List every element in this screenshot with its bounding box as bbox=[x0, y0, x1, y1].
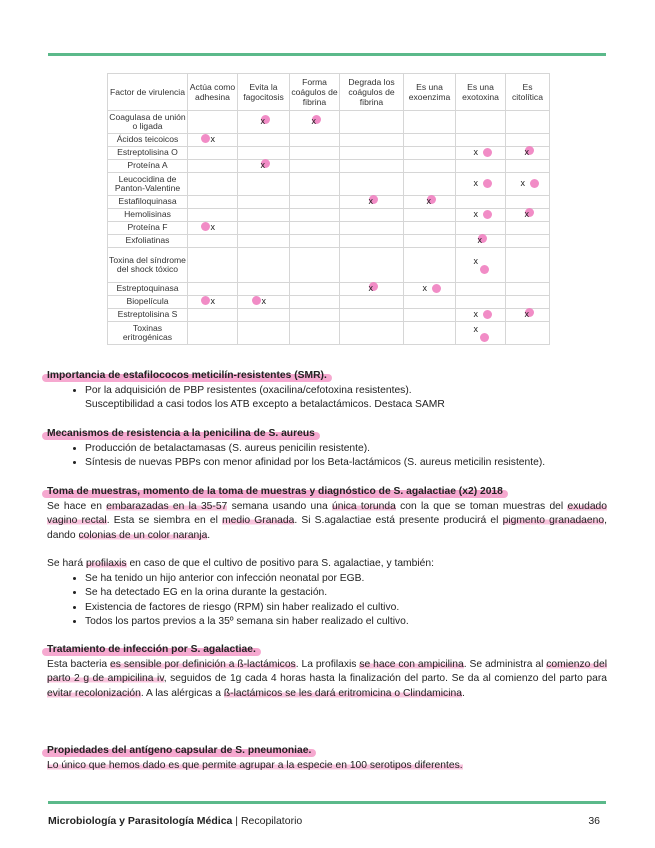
table-cell bbox=[290, 196, 340, 209]
list-item: • Producción de betalactamasas (S. aureus penicilin resistente). bbox=[85, 442, 607, 457]
check-mark bbox=[475, 235, 487, 245]
table-header-cell: Es una exoenzima bbox=[404, 74, 456, 111]
table-cell bbox=[188, 173, 238, 196]
table-cell bbox=[290, 296, 340, 309]
table-cell bbox=[340, 160, 404, 173]
table-cell bbox=[340, 248, 404, 283]
table-header-cell: Factor de virulencia bbox=[108, 74, 188, 111]
table-header-cell: Evita la fagocitosis bbox=[238, 74, 290, 111]
highlight-dot bbox=[432, 284, 441, 293]
check-mark bbox=[522, 178, 534, 188]
paragraph: Se hará profilaxis en caso de que el cultivo de positivo para S. agalactiae, y también: bbox=[47, 558, 434, 569]
table-cell bbox=[238, 248, 290, 283]
table-cell bbox=[506, 209, 550, 222]
table-cell bbox=[404, 111, 456, 134]
table-cell bbox=[506, 322, 550, 345]
check-mark bbox=[258, 116, 270, 126]
section-smr bbox=[47, 369, 607, 413]
table-cell bbox=[506, 196, 550, 209]
x-mark: x bbox=[473, 178, 478, 188]
check-mark bbox=[207, 222, 219, 232]
x-mark: x bbox=[260, 160, 265, 170]
table-cell bbox=[340, 283, 404, 296]
x-mark: x bbox=[210, 134, 215, 144]
table-cell bbox=[290, 160, 340, 173]
table-cell bbox=[238, 209, 290, 222]
section-heading: Propiedades del antígeno capsular de S. pneumoniae. bbox=[47, 744, 311, 759]
table-cell bbox=[456, 111, 506, 134]
table-cell bbox=[456, 209, 506, 222]
table-cell bbox=[188, 147, 238, 160]
table-cell bbox=[238, 322, 290, 345]
table-cell bbox=[456, 196, 506, 209]
highlight-dot bbox=[530, 179, 539, 188]
x-mark: x bbox=[210, 296, 215, 306]
table-row bbox=[108, 111, 550, 134]
footer-subtitle: Recopilatorio bbox=[240, 815, 303, 827]
table-cell bbox=[404, 173, 456, 196]
table-cell bbox=[340, 147, 404, 160]
table-cell bbox=[188, 134, 238, 147]
factor-name: Toxina del síndrome del shock tóxico bbox=[108, 248, 188, 283]
check-mark bbox=[366, 196, 378, 206]
section-heading: Importancia de estafilococos meticilín-resistentes (SMR). bbox=[47, 369, 327, 384]
table-cell bbox=[456, 160, 506, 173]
x-mark: x bbox=[520, 178, 525, 188]
bullet-list bbox=[47, 384, 607, 413]
table-row bbox=[108, 209, 550, 222]
table-header-row bbox=[108, 74, 550, 111]
x-mark: x bbox=[473, 147, 478, 157]
x-mark: x bbox=[477, 235, 482, 245]
table-cell bbox=[340, 235, 404, 248]
table-cell bbox=[404, 147, 456, 160]
check-mark bbox=[475, 209, 487, 219]
page-number: 36 bbox=[588, 815, 600, 827]
check-mark bbox=[309, 116, 321, 126]
table-row bbox=[108, 173, 550, 196]
footer-title: Microbiología y Parasitología Médica bbox=[48, 815, 233, 827]
x-mark: x bbox=[473, 209, 478, 219]
table-cell bbox=[506, 309, 550, 322]
table-header-cell: Es una exotoxina bbox=[456, 74, 506, 111]
table-cell bbox=[506, 111, 550, 134]
factor-name: Estafiloquinasa bbox=[108, 196, 188, 209]
table-cell bbox=[340, 309, 404, 322]
bullet-list bbox=[47, 572, 607, 630]
table-row bbox=[108, 196, 550, 209]
table-cell bbox=[290, 222, 340, 235]
table-row bbox=[108, 235, 550, 248]
bottom-rule bbox=[48, 801, 606, 804]
table-cell bbox=[188, 196, 238, 209]
x-mark: x bbox=[524, 209, 529, 219]
table-cell bbox=[238, 134, 290, 147]
paragraph: Esta bacteria es sensible por definición a ß-lactámicos. La profilaxis se hace con ampicilina. Se administra al comienzo del parto 2 g de ampicilina iv, seguidos de 1g cada 4 horas hasta la finalización del parto. Se da al comienzo del parto para evitar recolonización. A las alérgicas a ß-lactámicos se les dará eritromicina o Clindamicina. bbox=[47, 658, 607, 699]
table-cell bbox=[506, 235, 550, 248]
table-cell bbox=[506, 248, 550, 283]
highlight-dot bbox=[483, 148, 492, 157]
table-cell bbox=[506, 134, 550, 147]
x-mark: x bbox=[524, 147, 529, 157]
table-cell bbox=[506, 222, 550, 235]
table-cell bbox=[238, 222, 290, 235]
table-cell bbox=[188, 248, 238, 283]
table-cell bbox=[290, 322, 340, 345]
table-row bbox=[108, 322, 550, 345]
table-header-cell: Forma coágulos de fibrina bbox=[290, 74, 340, 111]
factor-name: Toxinas eritrogénicas bbox=[108, 322, 188, 345]
table-cell bbox=[456, 283, 506, 296]
table-cell bbox=[456, 173, 506, 196]
table-cell bbox=[290, 209, 340, 222]
check-mark bbox=[207, 296, 219, 306]
factor-name: Proteína F bbox=[108, 222, 188, 235]
highlight-dot bbox=[483, 310, 492, 319]
table-cell bbox=[340, 296, 404, 309]
check-mark bbox=[258, 296, 270, 306]
top-rule bbox=[48, 53, 606, 56]
table-row bbox=[108, 134, 550, 147]
factor-name: Ácidos teicoicos bbox=[108, 134, 188, 147]
check-mark bbox=[473, 324, 487, 337]
page-footer: Microbiología y Parasitología Médica | Recopilatorio 36 bbox=[48, 815, 600, 827]
table-cell bbox=[290, 248, 340, 283]
check-mark bbox=[258, 160, 270, 170]
highlight-dot bbox=[201, 296, 210, 305]
x-mark: x bbox=[260, 116, 265, 126]
highlight-dot bbox=[480, 333, 489, 342]
section-sampling bbox=[47, 485, 607, 630]
factor-name: Proteína A bbox=[108, 160, 188, 173]
x-mark: x bbox=[210, 222, 215, 232]
table-cell bbox=[340, 196, 404, 209]
table-cell bbox=[404, 209, 456, 222]
table-cell bbox=[238, 283, 290, 296]
table-cell bbox=[506, 160, 550, 173]
table-header-cell: Actúa como adhesina bbox=[188, 74, 238, 111]
table-row bbox=[108, 296, 550, 309]
list-item: • Todos los partos previos a la 35º semana sin haber realizado el cultivo. bbox=[85, 615, 607, 630]
table-cell bbox=[404, 222, 456, 235]
table-cell bbox=[404, 160, 456, 173]
section-resistance bbox=[47, 427, 607, 471]
bullet-list bbox=[47, 442, 607, 471]
list-item: • Síntesis de nuevas PBPs con menor afinidad por los Beta-lactámicos (S. aureus meticilin resistente). bbox=[85, 456, 607, 471]
factor-name: Leucocidina de Panton-Valentine bbox=[108, 173, 188, 196]
table-header-cell: Es citolítica bbox=[506, 74, 550, 111]
table-header-cell: Degrada los coágulos de fibrina bbox=[340, 74, 404, 111]
factor-name: Estreptolisina S bbox=[108, 309, 188, 322]
table-cell bbox=[404, 248, 456, 283]
section-treatment bbox=[47, 643, 607, 701]
section-pneumoniae bbox=[47, 744, 607, 773]
check-mark bbox=[475, 147, 487, 157]
table-cell bbox=[456, 147, 506, 160]
table-cell bbox=[456, 134, 506, 147]
table-cell bbox=[238, 296, 290, 309]
table-cell bbox=[188, 283, 238, 296]
table-cell bbox=[404, 322, 456, 345]
table-cell bbox=[456, 248, 506, 283]
table-cell bbox=[340, 322, 404, 345]
table-cell bbox=[238, 309, 290, 322]
list-item: • Se ha tenido un hijo anterior con infección neonatal por EGB. bbox=[85, 572, 607, 587]
table-cell bbox=[290, 283, 340, 296]
highlight-dot bbox=[483, 179, 492, 188]
factor-name: Estreptolisina O bbox=[108, 147, 188, 160]
check-mark bbox=[475, 309, 487, 319]
check-mark bbox=[366, 283, 378, 293]
section-heading: Mecanismos de resistencia a la penicilina de S. aureus bbox=[47, 427, 315, 442]
table-cell bbox=[188, 111, 238, 134]
table-cell bbox=[404, 283, 456, 296]
section-heading: Tratamiento de infección por S. agalactiae. bbox=[47, 643, 256, 658]
highlight-dot bbox=[201, 134, 210, 143]
x-mark: x bbox=[368, 283, 373, 293]
table-cell bbox=[188, 309, 238, 322]
table-cell bbox=[506, 296, 550, 309]
virulence-table bbox=[107, 73, 549, 345]
x-mark: x bbox=[422, 283, 427, 293]
table-cell bbox=[506, 173, 550, 196]
table-cell bbox=[456, 309, 506, 322]
table-cell bbox=[238, 111, 290, 134]
table-cell bbox=[290, 173, 340, 196]
factor-name: Estreptoquinasa bbox=[108, 283, 188, 296]
table-cell bbox=[404, 235, 456, 248]
table-cell bbox=[290, 235, 340, 248]
list-item: • Se ha detectado EG en la orina durante la gestación. bbox=[85, 586, 607, 601]
table-body bbox=[108, 111, 550, 345]
table-cell bbox=[238, 196, 290, 209]
highlight-dot bbox=[483, 210, 492, 219]
x-mark: x bbox=[473, 324, 478, 334]
table-cell bbox=[290, 309, 340, 322]
factor-name: Exfoliatinas bbox=[108, 235, 188, 248]
table-cell bbox=[340, 222, 404, 235]
x-mark: x bbox=[311, 116, 316, 126]
table-cell bbox=[188, 322, 238, 345]
table-cell bbox=[238, 235, 290, 248]
factor-name: Coagulasa de unión o ligada bbox=[108, 111, 188, 134]
table-cell bbox=[340, 134, 404, 147]
table-row bbox=[108, 222, 550, 235]
table-cell bbox=[290, 147, 340, 160]
table-cell bbox=[456, 235, 506, 248]
table-cell bbox=[238, 160, 290, 173]
factor-name: Hemolisinas bbox=[108, 209, 188, 222]
check-mark bbox=[522, 209, 534, 219]
table-cell bbox=[188, 209, 238, 222]
check-mark bbox=[473, 256, 487, 269]
x-mark: x bbox=[524, 309, 529, 319]
check-mark bbox=[522, 147, 534, 157]
check-mark bbox=[424, 283, 436, 293]
table-cell bbox=[456, 296, 506, 309]
x-mark: x bbox=[261, 296, 266, 306]
table-row bbox=[108, 147, 550, 160]
table-cell bbox=[456, 222, 506, 235]
table-cell bbox=[188, 160, 238, 173]
table-cell bbox=[290, 111, 340, 134]
table-cell bbox=[340, 209, 404, 222]
paragraph: Lo único que hemos dado es que permite agrupar a la especie en 100 serotipos diferentes. bbox=[47, 759, 463, 771]
table-cell bbox=[404, 296, 456, 309]
table-cell bbox=[188, 222, 238, 235]
table-cell bbox=[238, 173, 290, 196]
table-cell bbox=[340, 111, 404, 134]
x-mark: x bbox=[473, 256, 478, 266]
table-cell bbox=[506, 283, 550, 296]
table-cell bbox=[238, 147, 290, 160]
x-mark: x bbox=[426, 196, 431, 206]
table-cell bbox=[340, 173, 404, 196]
check-mark bbox=[207, 134, 219, 144]
table-cell bbox=[404, 196, 456, 209]
x-mark: x bbox=[473, 309, 478, 319]
table-cell bbox=[404, 134, 456, 147]
table-row bbox=[108, 160, 550, 173]
table-row bbox=[108, 309, 550, 322]
check-mark bbox=[522, 309, 534, 319]
table-row bbox=[108, 248, 550, 283]
check-mark bbox=[475, 178, 487, 188]
section-heading: Toma de muestras, momento de la toma de muestras y diagnóstico de S. agalactiae (x2) 2018 bbox=[47, 485, 503, 500]
table-cell bbox=[404, 309, 456, 322]
paragraph: Se hace en embarazadas en la 35-57 semana usando una única torunda con la que se toman muestras del exudado vagino rectal. Esta se siembra en el medio Granada. Si S.agalactiae está presente producirá el pigmento granadaeno, dando colonias de un color naranja. bbox=[47, 500, 607, 541]
table-row bbox=[108, 283, 550, 296]
x-mark: x bbox=[368, 196, 373, 206]
list-item: • Por la adquisición de PBP resistentes (oxacilina/cefotoxina resistentes). Susceptibilidad a casi todos los ATB excepto a betalactámicos. Destaca SAMR bbox=[85, 384, 607, 413]
highlight-dot bbox=[480, 265, 489, 274]
highlight-dot bbox=[252, 296, 261, 305]
table-cell bbox=[456, 322, 506, 345]
list-item: • Existencia de factores de riesgo (RPM) sin haber realizado el cultivo. bbox=[85, 601, 607, 616]
table-cell bbox=[188, 296, 238, 309]
check-mark bbox=[424, 196, 436, 206]
highlight-dot bbox=[201, 222, 210, 231]
table-cell bbox=[188, 235, 238, 248]
table-cell bbox=[290, 134, 340, 147]
factor-name: Biopelícula bbox=[108, 296, 188, 309]
table-cell bbox=[506, 147, 550, 160]
